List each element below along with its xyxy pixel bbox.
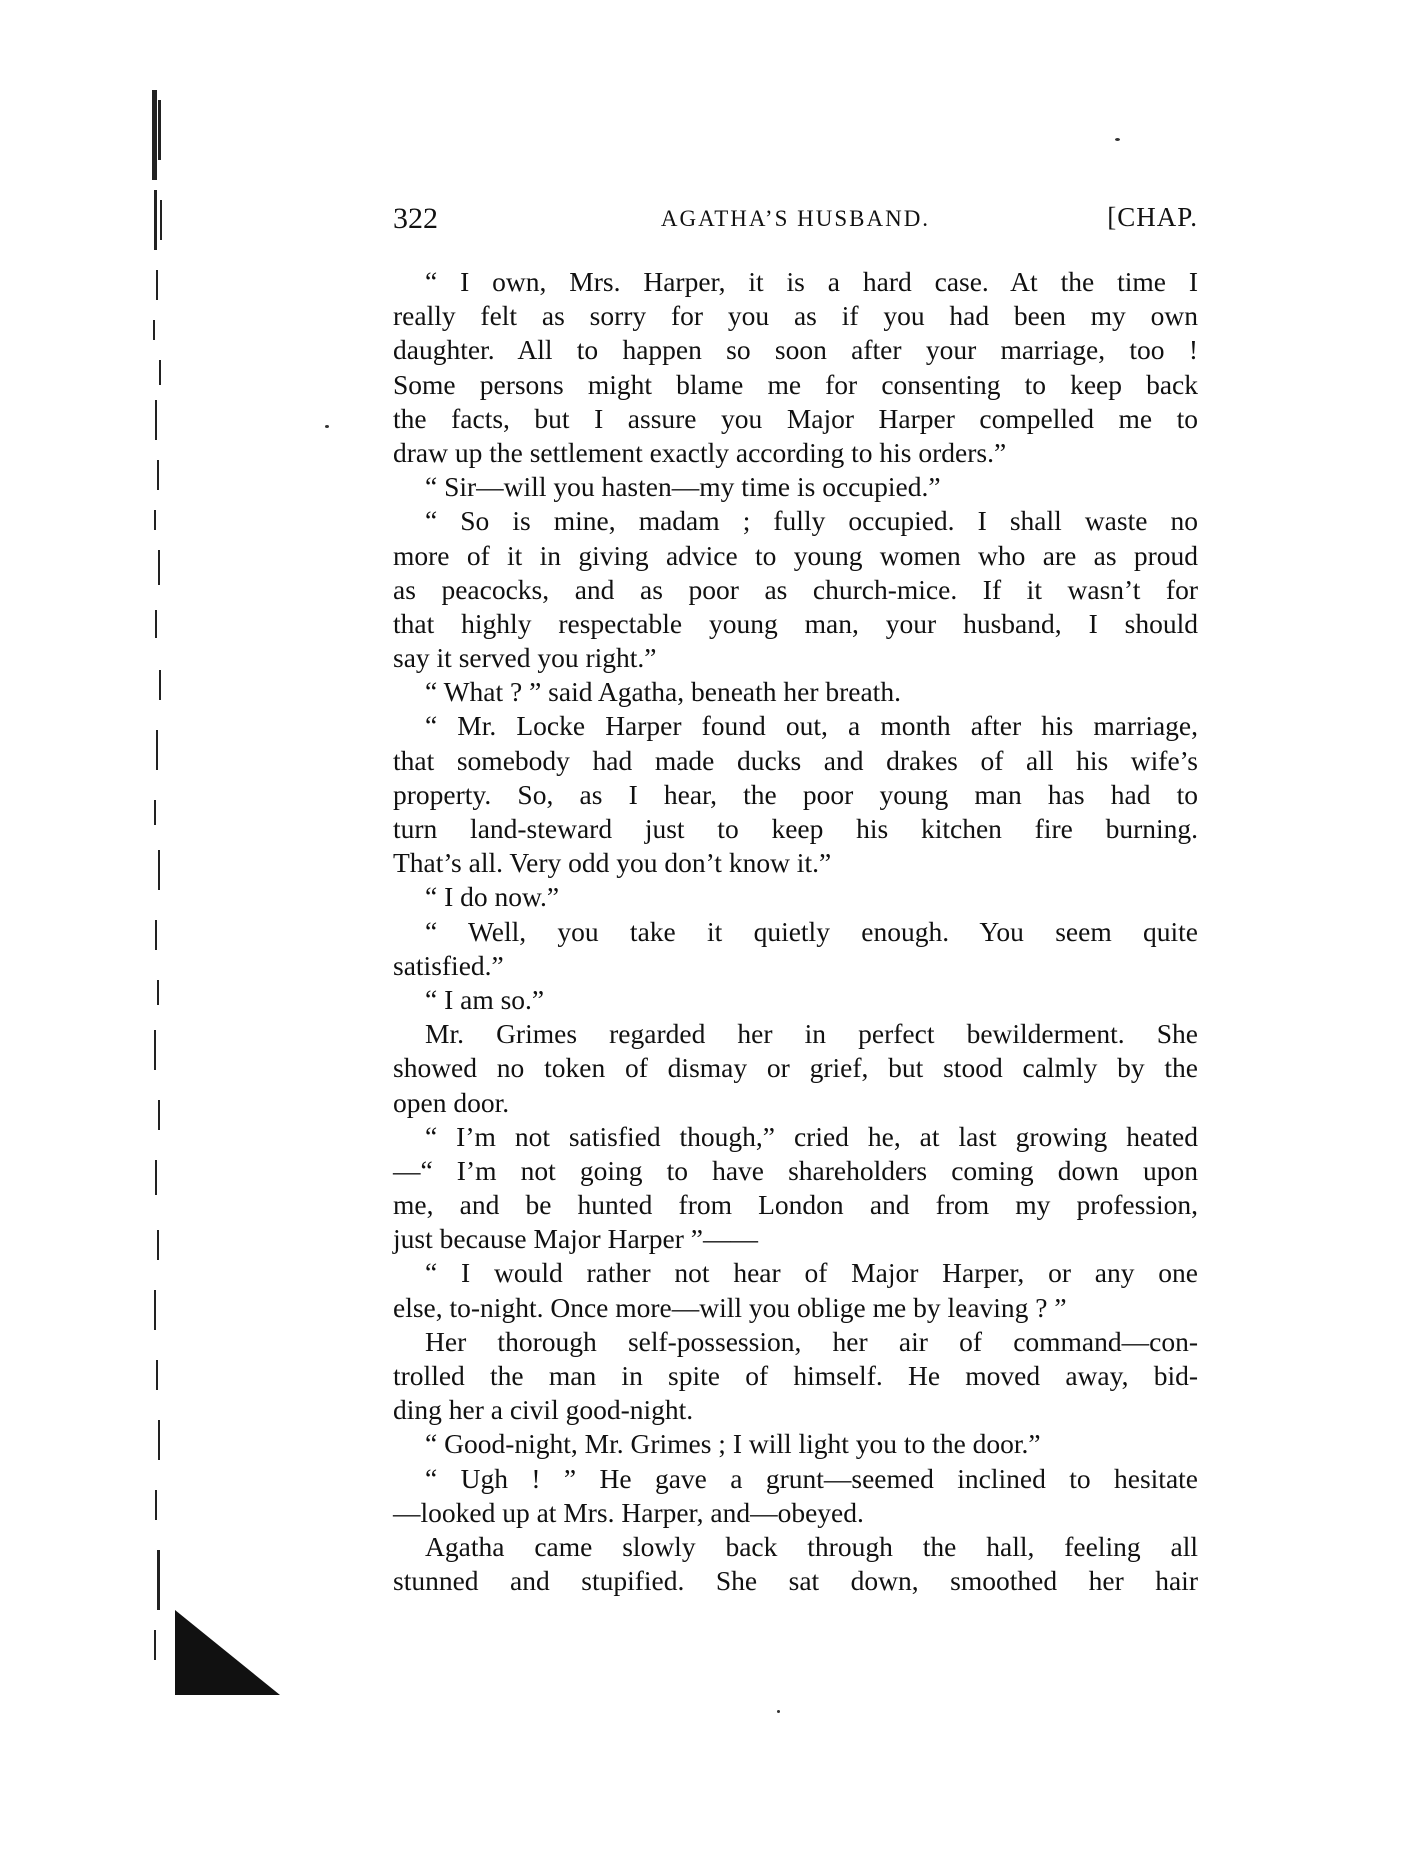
- text-line: “ What ? ” said Agatha, beneath her breath.: [425, 676, 901, 708]
- text-line: “ So is mine, madam ; fully occupied. I shall waste no: [425, 505, 1198, 537]
- text-line: open door.: [393, 1086, 510, 1118]
- text-line: Mr. Grimes regarded her in perfect bewilderment. She: [425, 1018, 1198, 1050]
- text-line: “ Good-night, Mr. Grimes ; I will light you to the door.”: [425, 1428, 1041, 1460]
- text-line: Her thorough self-possession, her air of command—con-: [425, 1325, 1198, 1357]
- scan-speck: [777, 1710, 780, 1713]
- body-text: [393, 265, 1198, 1598]
- text-line: that highly respectable young man, your husband, I should: [393, 607, 1198, 639]
- text-line: showed no token of dismay or grief, but stood calmly by the: [393, 1052, 1198, 1084]
- text-line: more of it in giving advice to young women who are as proud: [393, 539, 1198, 571]
- text-line: “ I would rather not hear of Major Harper, or any one: [425, 1257, 1198, 1289]
- text-line: draw up the settlement exactly according to his orders.”: [393, 436, 1007, 468]
- chapter-marker: [CHAP.: [1107, 202, 1198, 232]
- scan-speck: [325, 425, 329, 428]
- text-line: stunned and stupified. She sat down, smoothed her hair: [393, 1565, 1198, 1597]
- scan-shadow-corner: [175, 1610, 285, 1695]
- text-line: Some persons might blame me for consenting to keep back: [393, 368, 1198, 400]
- text-line: really felt as sorry for you as if you had been my own: [393, 300, 1198, 332]
- text-line: “ I am so.”: [425, 983, 545, 1015]
- page-number: 322: [393, 202, 438, 235]
- text-line: me, and be hunted from London and from my profession,: [393, 1189, 1198, 1221]
- scan-speck: [1115, 138, 1120, 141]
- text-line: property. So, as I hear, the poor young man has had to: [393, 778, 1198, 810]
- text-line: “ Mr. Locke Harper found out, a month after his marriage,: [425, 710, 1198, 742]
- running-header: [393, 202, 1198, 242]
- text-line: “ Well, you take it quietly enough. You seem quite: [425, 915, 1198, 947]
- text-line: Agatha came slowly back through the hall, feeling all: [425, 1530, 1198, 1562]
- text-line: daughter. All to happen so soon after your marriage, too !: [393, 334, 1198, 366]
- text-line: “ I’m not satisfied though,” cried he, at last growing heated: [425, 1120, 1198, 1152]
- text-line: “ I do now.”: [425, 881, 560, 913]
- text-line: “ Sir—will you hasten—my time is occupied.”: [425, 471, 941, 503]
- text-line: satisfied.”: [393, 949, 504, 981]
- text-line: —looked up at Mrs. Harper, and—obeyed.: [393, 1496, 864, 1528]
- text-line: ding her a civil good-night.: [393, 1394, 694, 1426]
- text-line: the facts, but I assure you Major Harper compelled me to: [393, 402, 1198, 434]
- text-line: just because Major Harper ”——: [393, 1223, 759, 1255]
- text-line: else, to-night. Once more—will you oblige me by leaving ? ”: [393, 1291, 1067, 1323]
- text-line: —“ I’m not going to have shareholders coming down upon: [393, 1154, 1198, 1186]
- text-line: as peacocks, and as poor as church-mice. If it wasn’t for: [393, 573, 1198, 605]
- text-line: turn land-steward just to keep his kitchen fire burning.: [393, 813, 1198, 844]
- text-line: That’s all. Very odd you don’t know it.”: [393, 847, 832, 879]
- text-line: “ I own, Mrs. Harper, it is a hard case. At the time I: [425, 266, 1198, 297]
- text-line: that somebody had made ducks and drakes of all his wife’s: [393, 744, 1198, 776]
- text-line: “ Ugh ! ” He gave a grunt—seemed inclined to hesitate: [425, 1462, 1198, 1494]
- text-line: trolled the man in spite of himself. He moved away, bid-: [393, 1360, 1198, 1391]
- running-title: AGATHA’S HUSBAND.: [660, 206, 931, 231]
- text-line: say it served you right.”: [393, 642, 657, 674]
- binding-edge: [150, 70, 190, 1690]
